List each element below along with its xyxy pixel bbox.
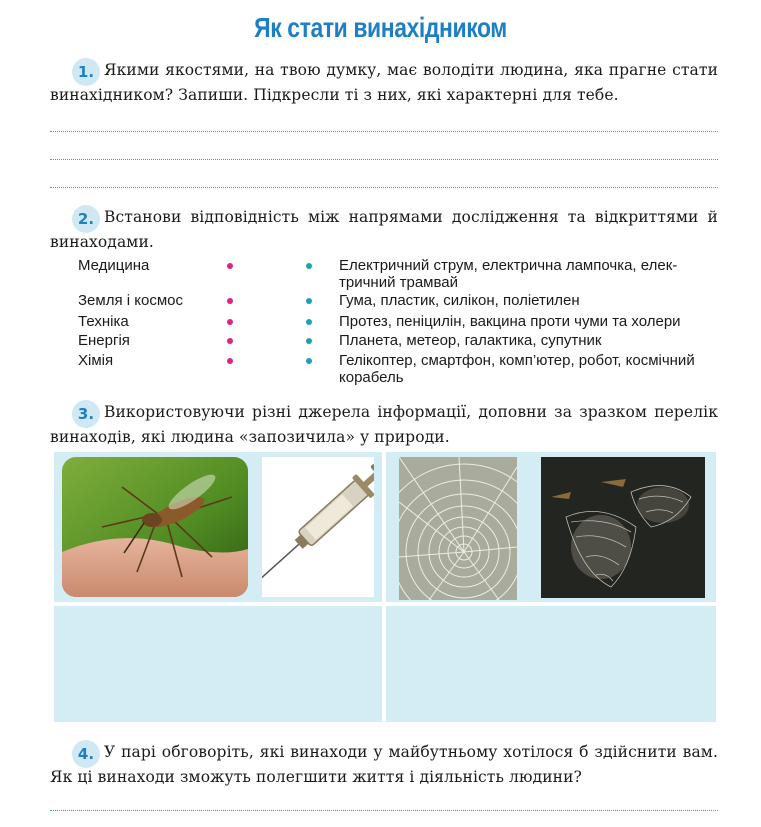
match-right-dot[interactable]	[306, 358, 312, 364]
spider-web-photo	[399, 457, 517, 600]
task-text: Якими якостями, на твою думку, має володіти людина, яка прагне стати винахідником? Запиши. Підкресли ті з них, які характерні для тебе.	[50, 61, 718, 104]
syringe-photo	[262, 457, 374, 597]
fishing-net-photo	[541, 457, 705, 598]
task-text: Використовуючи різні джерела інформації, доповни за зразком перелік винаходів, які людина «запозичила» у природи.	[50, 403, 718, 446]
task-text: У парі обговоріть, які винаходи у майбутньому хотілося б здійснити вам. Як ці винаходи зможуть полегшити життя і діяльність людини?	[50, 743, 718, 786]
task-number: 2.	[72, 205, 100, 233]
match-right-item: Протез, пеніцилін, вакцина проти чуми та холери	[339, 313, 681, 330]
match-right-dot[interactable]	[306, 298, 312, 304]
match-left-dot[interactable]	[227, 263, 233, 269]
task-number: 3.	[72, 400, 100, 428]
answer-line[interactable]	[50, 187, 718, 188]
match-left-item: Медицина	[78, 257, 150, 274]
task-number: 1.	[72, 58, 100, 86]
answer-line[interactable]	[50, 810, 718, 811]
answer-cell-right[interactable]	[386, 606, 716, 722]
answer-line[interactable]	[50, 159, 718, 160]
task-1	[50, 58, 718, 105]
task-text: Встанови відповідність між напрямами дослідження та відкриттями й винаходами.	[50, 208, 718, 251]
page-title: Як стати винахідником	[254, 12, 507, 43]
match-left-item: Техніка	[78, 313, 129, 330]
inventions-grid	[54, 452, 716, 722]
match-left-dot[interactable]	[227, 298, 233, 304]
match-right-item: Гума, пластик, силікон, поліетилен	[339, 292, 580, 309]
answer-cell-left[interactable]	[54, 606, 382, 722]
match-right-dot[interactable]	[306, 338, 312, 344]
answer-line[interactable]	[50, 131, 718, 132]
task-number: 4.	[72, 740, 100, 768]
match-left-dot[interactable]	[227, 319, 233, 325]
task-2	[50, 205, 718, 252]
task-4	[50, 740, 718, 787]
match-right-item: Електричний струм, електрична лампочка, елек- тричний трамвай	[339, 257, 678, 291]
match-right-dot[interactable]	[306, 263, 312, 269]
match-right-dot[interactable]	[306, 319, 312, 325]
match-left-item: Енергія	[78, 332, 130, 349]
match-right-item: Планета, метеор, галактика, супутник	[339, 332, 602, 349]
match-left-dot[interactable]	[227, 358, 233, 364]
match-left-item: Земля і космос	[78, 292, 183, 309]
mosquito-photo	[62, 457, 248, 597]
task-3	[50, 400, 718, 447]
match-left-item: Хімія	[78, 352, 114, 369]
match-left-dot[interactable]	[227, 338, 233, 344]
match-right-item: Гелікоптер, смартфон, комп’ютер, робот, космічний корабель	[339, 352, 695, 386]
